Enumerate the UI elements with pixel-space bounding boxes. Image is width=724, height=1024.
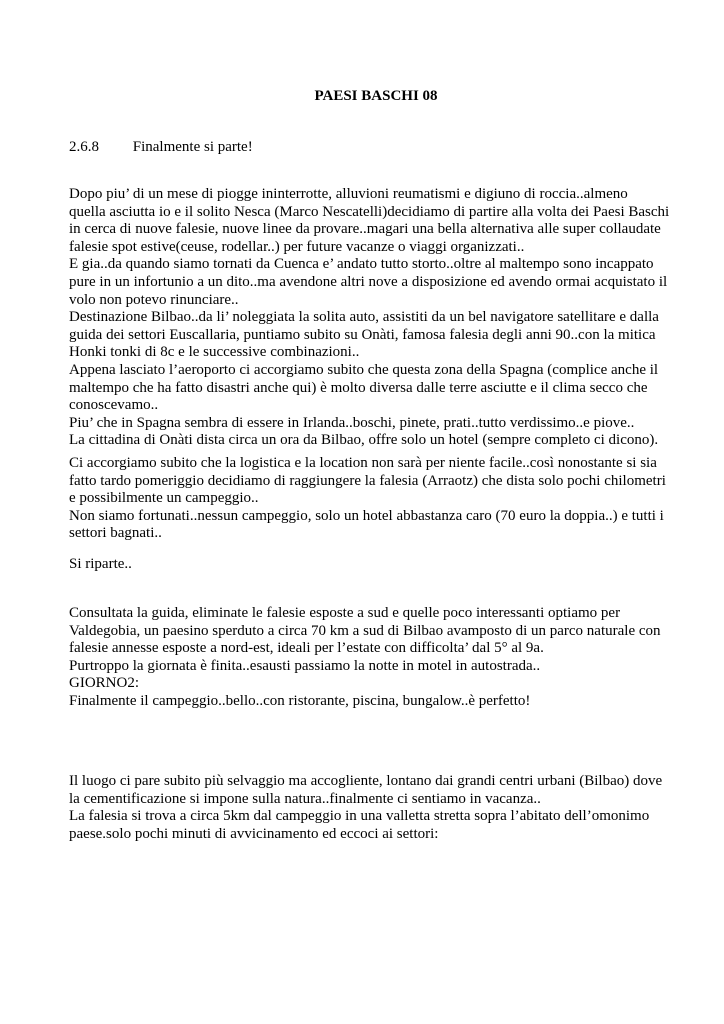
text-line: Honki tonki di 8c e le successive combinazioni..: [69, 344, 360, 361]
text-line: Destinazione Bilbao..da li’ noleggiata la solita auto, assistiti da un bel navigatore satellitare e dalla: [69, 309, 659, 326]
text-line: E gia..da quando siamo tornati da Cuenca e’ andato tutto storto..oltre al maltempo sono incappato: [69, 256, 654, 273]
text-line: maltempo che ha fatto disastri anche qui) è molto diversa dalle terre asciutte e il clima secco che: [69, 379, 648, 396]
paragraph-5: [69, 773, 689, 843]
entry-header: [69, 137, 253, 157]
text-line: quella asciutta io e il solito Nesca (Marco Nescatelli)decidiamo di partire alla volta dei Paesi Baschi: [69, 203, 670, 220]
text-line: guida dei settori Euscallaria, puntiamo subito su Onàti, famosa falesia degli anni 90..con la mitica: [69, 326, 656, 343]
text-line: Purtroppo la giornata è finita..esausti passiamo la notte in motel in autostrada..: [69, 657, 541, 674]
document-title: PAESI BASCHI 08: [314, 88, 438, 104]
paragraph-3: [69, 556, 689, 574]
text-line: Non siamo fortunati..nessun campeggio, solo un hotel abbastanza caro (70 euro la doppia..) e tutti i: [69, 507, 664, 524]
paragraph-2: [69, 455, 689, 543]
text-line: pure in un infortunio a un dito..ma avendone altri nove a disposizione ed avendo ormai acquistato il: [69, 273, 668, 290]
text-line: fatto tardo pomeriggio decidiamo di raggiungere la falesia (Arraotz) che dista solo pochi chilometri: [69, 472, 666, 489]
text-line: Ci accorgiamo subito che la logistica e la location non sarà per niente facile..così nonostante si sia: [69, 455, 657, 471]
text-line: Si riparte..: [69, 556, 132, 572]
text-line: Dopo piu’ di un mese di piogge ininterrotte, alluvioni reumatismi e digiuno di roccia..almeno: [69, 186, 628, 202]
text-line: in cerca di nuove falesie, nuove linee da provare..magari una bella alternativa alle super collaudate: [69, 221, 661, 238]
text-line: paese.solo pochi minuti di avvicinamento ed eccoci ai settori:: [69, 825, 439, 842]
text-line: La falesia si trova a circa 5km dal campeggio in una valletta stretta sopra l’abitato dell’omonimo: [69, 808, 650, 825]
text-line: La cittadina di Onàti dista circa un ora da Bilbao, offre solo un hotel (sempre completo ci dicono).: [69, 432, 659, 449]
entry-subtitle: Finalmente si parte!: [132, 139, 253, 155]
text-line: Valdegobia, un paesino sperduto a circa 70 km a sud di Bilbao avamposto di un parco naturale con: [69, 622, 661, 639]
text-line: falesie spot estive(ceuse, rodellar..) per future vacanze o viaggi organizzati..: [69, 238, 525, 255]
text-line: Piu’ che in Spagna sembra di essere in Irlanda..boschi, pinete, prati..tutto verdissimo..e piove..: [69, 414, 635, 431]
text-line: la cementificazione si impone sulla natura..finalmente ci sentiamo in vacanza..: [69, 790, 541, 807]
text-line: settori bagnati..: [69, 525, 162, 542]
text-line: Appena lasciato l’aeroporto ci accorgiamo subito che questa zona della Spagna (complice anche il: [69, 361, 659, 378]
text-line: conoscevamo..: [69, 397, 159, 414]
text-line: volo non potevo rinunciare..: [69, 291, 239, 308]
paragraph-4: [69, 605, 689, 711]
entry-date: 2.6.8: [69, 139, 99, 155]
text-line: Consultata la guida, eliminate le falesie esposte a sud e quelle poco interessanti optiamo per: [69, 605, 621, 621]
text-line: e possibilmente un campeggio..: [69, 490, 259, 507]
text-line: falesie annesse esposte a nord-est, ideali per l’estate con difficolta’ dal 5° al 9a.: [69, 640, 544, 657]
text-line: Finalmente il campeggio..bello..con ristorante, piscina, bungalow..è perfetto!: [69, 692, 531, 709]
paragraph-1: [69, 186, 689, 450]
text-line: Il luogo ci pare subito più selvaggio ma accogliente, lontano dai grandi centri urbani (Bilbao) dove: [69, 773, 663, 789]
text-line: GIORNO2:: [69, 675, 139, 692]
